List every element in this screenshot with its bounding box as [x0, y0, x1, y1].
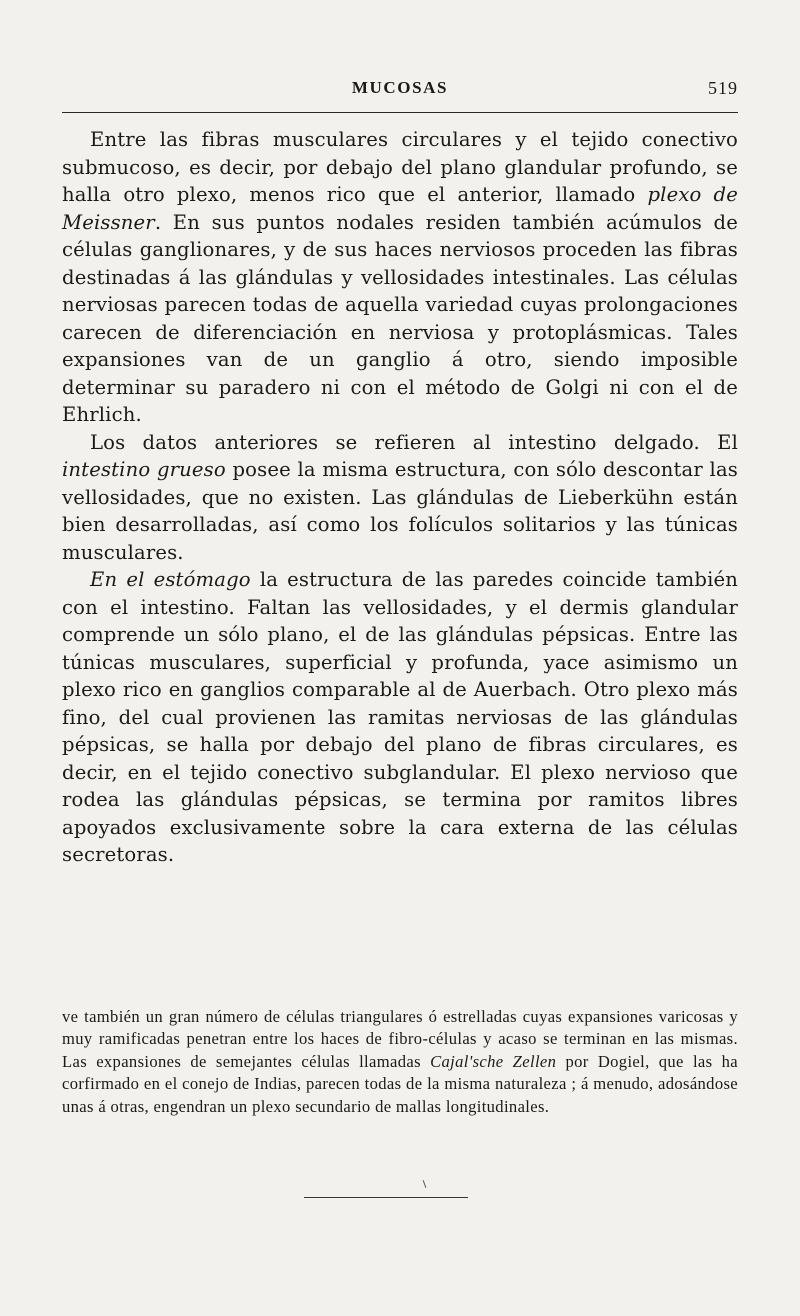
- italic-term-cajalsche-zellen: Cajal'sche Zellen: [430, 1051, 557, 1071]
- paragraph-text: posee la misma estructura, con sólo descontar las vellosidades, que no existen. Las glándulas de Lieberkühn están bien desarrolladas, así como los folículos solitarios y las túnicas musculares.: [62, 458, 739, 564]
- header-rule: [62, 112, 738, 113]
- paragraph-intestino-grueso: [62, 429, 738, 567]
- footnote-text: [62, 1006, 738, 1118]
- italic-term-plexo-de-meissner: plexo de Meissner: [62, 183, 738, 234]
- footnote: [62, 1006, 738, 1118]
- closing-rule: [304, 1197, 468, 1198]
- page-header: [62, 78, 738, 104]
- italic-term-intestino-grueso: intestino grueso: [62, 458, 226, 481]
- paragraph-text: Entre las fibras musculares circulares y el tejido conectivo submucoso, es decir, por debajo del plano glandular profundo, se halla otro plexo, menos rico que el anterior, llamado: [62, 128, 738, 206]
- running-head: MUCOSAS: [351, 78, 449, 97]
- paragraph-meissner: [62, 126, 738, 429]
- paragraph-text: . En sus puntos nodales residen también acúmulos de células ganglionares, y de sus haces nerviosos proceden las fibras destinadas á las glándulas y vellosidades intestinales. Las células nerviosas parecen todas de aquella variedad cuyas prolongaciones carecen de diferenciación en nerviosa y protoplásmicas. Tales expansiones van de un ganglio á otro, siendo imposible determinar su paradero ni con el método de Golgi ni con el de Ehrlich.: [62, 210, 738, 426]
- page-number: 519: [708, 78, 738, 98]
- footnote-text-part: ve también un gran número de células triangulares ó estrelladas cuyas expansiones varicosas y muy ramificadas penetran entre los haces de fibro-células y acaso se terminan en las mismas. Las expansiones de semejantes células llamadas: [62, 1007, 738, 1071]
- italic-term-en-el-estomago: En el estómago: [90, 568, 251, 591]
- paragraph-text: la estructura de las paredes coincide también con el intestino. Faltan las vellosidades, y el dermis glandular comprende un sólo plano, el de las glándulas pépsicas. Entre las túnicas musculares, superficial y profunda, yace asimismo un plexo rico en ganglios comparable al de Auerbach. Otro plexo más fino, del cual provienen las ramitas nerviosas de las glándulas pépsicas, se halla por debajo del plano de fibras circulares, es decir, en el tejido conectivo subglandular. El plexo nervioso que rodea las glándulas pépsicas, se termina por ramitos libres apoyados exclusivamente sobre la cara externa de las células secretoras.: [62, 568, 738, 866]
- paragraph-estomago: [62, 566, 738, 869]
- ink-mark: [423, 1180, 427, 1188]
- footnote-text-part: por Dogiel, que las ha corfirmado en el conejo de Indias, parecen todas de la misma naturaleza ; á menudo, adosándose unas á otras, engendran un plexo secundario de mallas longitudinales.: [62, 1051, 738, 1116]
- main-text: [62, 126, 738, 869]
- paragraph-text: Los datos anteriores se refieren al intestino delgado. El: [90, 430, 738, 454]
